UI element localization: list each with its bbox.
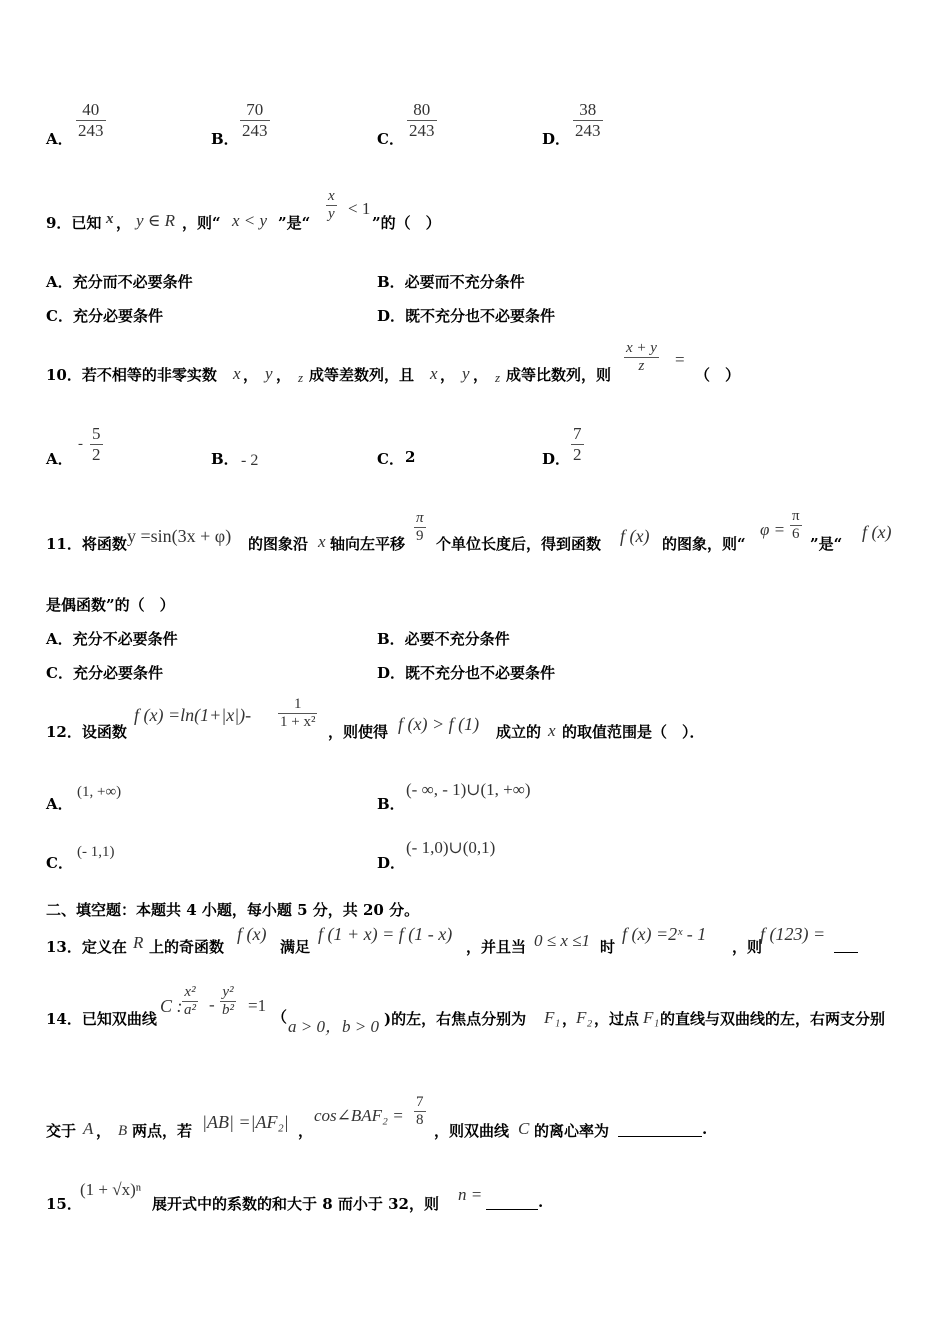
q13-fx: f (x): [237, 924, 267, 944]
q9-y-in-r: y ∈ R: [136, 211, 176, 230]
q10-option-d-label: D．: [542, 450, 571, 468]
q14-c: C :: [160, 996, 183, 1016]
q9-fraction: $\frac{x}{y}$: [328, 188, 335, 222]
q10-z1: z: [298, 370, 304, 385]
q11-line2: 是偶函数”的（ ）: [46, 596, 175, 614]
q14-t6: ，则双曲线: [434, 1122, 510, 1140]
q9-option-d: D．既不充分也不必要条件: [377, 307, 556, 325]
q10-sep3: ，: [440, 366, 456, 384]
q13-eq: f (1 + x) = f (1 - x): [318, 924, 453, 944]
q11-t5: ”是“: [810, 535, 843, 553]
q11-t1: 的图象沿: [248, 535, 309, 553]
q14-answer-blank[interactable]: [618, 1120, 702, 1137]
q14-t1: )的左，右焦点分别为: [384, 1010, 527, 1028]
q14-cond: a > 0，b > 0: [288, 1017, 379, 1036]
q15-prefix: 15．: [46, 1195, 82, 1213]
q14-x2-a2-fraction: $\frac{\text{x²}}{\text{a²}}$: [184, 984, 196, 1018]
q11-fx: f (x): [620, 526, 650, 546]
section-2-heading: 二、填空题：本题共 4 小题，每小题 5 分，共 20 分。: [46, 901, 420, 919]
q11-prefix: 11．将函数: [46, 535, 127, 553]
q12-option-d-label: D．: [377, 854, 406, 872]
q10-eq: =: [675, 350, 685, 369]
q11-t3: 个单位长度后，得到函数: [436, 535, 602, 553]
q10-option-a-sign: -: [78, 436, 83, 452]
q14-cos: cos∠BAF₂ =: [314, 1106, 404, 1125]
q14-prefix: 14．已知双曲线: [46, 1010, 157, 1028]
q8-option-b-label: B．: [211, 130, 239, 148]
q10-z2: z: [495, 370, 501, 385]
q11-option-d: D．既不充分也不必要条件: [377, 664, 556, 682]
q9-x: x: [106, 211, 114, 227]
q11-fx2: f (x): [862, 522, 892, 542]
q11-option-c: C．充分必要条件: [46, 664, 163, 682]
q14-t4: 两点，若: [132, 1122, 193, 1140]
q14-end: .: [702, 1120, 708, 1138]
q10-sep4: ，: [473, 366, 489, 384]
q13-answer-blank[interactable]: [834, 936, 858, 953]
q13-t4: 时: [600, 938, 616, 956]
q15-expr: (1 + √x)ⁿ: [80, 1180, 142, 1199]
q12-option-a-value: (1, +∞): [77, 784, 122, 800]
q8-option-a-fraction: $\frac{40}{243}$: [78, 100, 104, 140]
q12-func: f (x) =ln(1+|x|)-: [134, 705, 252, 725]
q12-option-b-value: (- ∞, - 1)∪(1, +∞): [406, 780, 531, 799]
q14-eq1: =1: [248, 996, 267, 1015]
q11-option-a: A．充分不必要条件: [46, 630, 178, 648]
q14-t7: 的离心率为: [534, 1122, 610, 1140]
q8-option-c-label: C．: [377, 130, 404, 148]
q15-t1: 展开式中的系数的和大于 8 而小于 32，则: [152, 1195, 439, 1213]
q9-cond1: x < y: [232, 211, 268, 230]
q10-option-d-fraction: $\frac{7}{2}$: [573, 424, 582, 464]
q8-option-a-label: A．: [46, 130, 73, 148]
q14-a: A: [83, 1119, 94, 1138]
q10-option-c-value: 2: [405, 448, 416, 466]
q10-suffix: （ ）: [695, 366, 741, 384]
q13-t2: 满足: [280, 938, 311, 956]
q10-prefix: 10．若不相等的非零实数: [46, 366, 217, 384]
q8-option-d-label: D．: [542, 130, 571, 148]
q10-y1: y: [265, 364, 273, 383]
q11-func: y =sin(3x + φ): [127, 526, 232, 546]
q14-t5: ，: [298, 1122, 314, 1140]
q8-option-d-fraction: $\frac{38}{243}$: [575, 100, 601, 140]
q9-lt1: < 1: [348, 199, 371, 218]
q13-t1: 上的奇函数: [149, 938, 225, 956]
q14-f1b: F₁: [643, 1008, 660, 1027]
q10-option-a-fraction: $\frac{5}{2}$: [92, 424, 101, 464]
q12-t2: 成立的: [496, 723, 542, 741]
q10-sep1: ，: [243, 366, 259, 384]
q14-minus: -: [209, 995, 215, 1014]
q12-t1: ，则使得: [328, 723, 389, 741]
q12-prefix: 12．设函数: [46, 723, 127, 741]
q14-b: B: [118, 1123, 128, 1139]
q9-comma: ，: [116, 214, 132, 232]
q10-mid1: 成等差数列，且: [309, 366, 415, 384]
q12-x: x: [548, 721, 556, 740]
q14-t2: ，过点: [594, 1010, 640, 1028]
q12-option-c-label: C．: [46, 854, 73, 872]
q11-phi: φ =: [760, 520, 786, 539]
q13-ask: f (123) =: [760, 924, 826, 944]
q14-cos-fraction: $\frac{7}{8}$: [416, 1094, 424, 1128]
q8-option-b-fraction: $\frac{70}{243}$: [242, 100, 268, 140]
q14-line2a: 交于: [46, 1122, 77, 1140]
q14-paren-open: （: [272, 1008, 288, 1026]
q13-t3: ，并且当: [466, 938, 527, 956]
q11-t2: 轴向左平移: [330, 535, 406, 553]
q13-prefix: 13．定义在: [46, 938, 127, 956]
q12-option-a-label: A．: [46, 795, 73, 813]
q10-sep2: ，: [276, 366, 292, 384]
q13-range: 0 ≤ x ≤1: [534, 931, 590, 950]
q12-option-d-value: (- 1,0)∪(0,1): [406, 838, 496, 857]
q8-option-c-fraction: $\frac{80}{243}$: [409, 100, 435, 140]
q9-option-b: B．必要而不充分条件: [377, 273, 525, 291]
q14-c2: C: [518, 1119, 530, 1138]
q13-def: f (x) =2ˣ - 1: [622, 924, 707, 944]
q14-f1: F₁: [544, 1008, 561, 1027]
q15-answer-blank[interactable]: [486, 1193, 538, 1210]
q12-t3: 的取值范围是（ ）．: [562, 723, 705, 741]
q10-mid2: 成等比数列，则: [506, 366, 612, 384]
q10-x2: x: [430, 364, 438, 383]
q9-option-c: C．充分必要条件: [46, 307, 163, 325]
q14-abs: |AB| =|AF₂|: [202, 1112, 289, 1132]
q11-t4: 的图象，则“: [662, 535, 746, 553]
q12-option-b-label: B．: [377, 795, 405, 813]
q13-r: R: [133, 933, 144, 952]
q10-option-a-label: A．: [46, 450, 73, 468]
q12-ineq: f (x) > f (1): [398, 714, 480, 734]
q15-end: .: [538, 1193, 544, 1211]
q10-option-b-value: - 2: [241, 452, 259, 469]
q12-option-c-value: (- 1,1): [77, 844, 115, 860]
q9-is: ”是“: [278, 214, 311, 232]
q11-phi-fraction: $\frac{\pi}{6}$: [792, 508, 800, 542]
q10-y2: y: [462, 364, 470, 383]
q14-t3: 的直线与双曲线的左，右两支分别: [660, 1010, 886, 1028]
q9-then: ，则“: [182, 214, 221, 232]
q9-suffix: ”的（ ）: [372, 214, 441, 232]
q10-fraction: $\frac{x + y}{z}$: [626, 340, 657, 374]
q10-option-c-label: C．: [377, 450, 404, 468]
q9-prefix: 9．已知: [46, 214, 102, 232]
q13-t5: ，则: [732, 938, 763, 956]
q12-fraction: $\frac{1}{\text{1 + x²}}$: [280, 696, 316, 730]
q11-option-b: B．必要不充分条件: [377, 630, 510, 648]
q14-f2: F₂: [576, 1008, 593, 1027]
q11-x: x: [318, 532, 326, 551]
q14-comma: ，: [562, 1010, 578, 1028]
q14-y2-b2-fraction: $\frac{\text{y²}}{\text{b²}}$: [222, 984, 234, 1018]
q10-x1: x: [233, 364, 241, 383]
q14-sep: ，: [96, 1122, 112, 1140]
q15-n: n =: [458, 1185, 483, 1204]
q11-shift-fraction: $\frac{\pi}{9}$: [416, 510, 424, 544]
q10-option-b-label: B．: [211, 450, 239, 468]
q9-option-a: A．充分而不必要条件: [46, 273, 193, 291]
